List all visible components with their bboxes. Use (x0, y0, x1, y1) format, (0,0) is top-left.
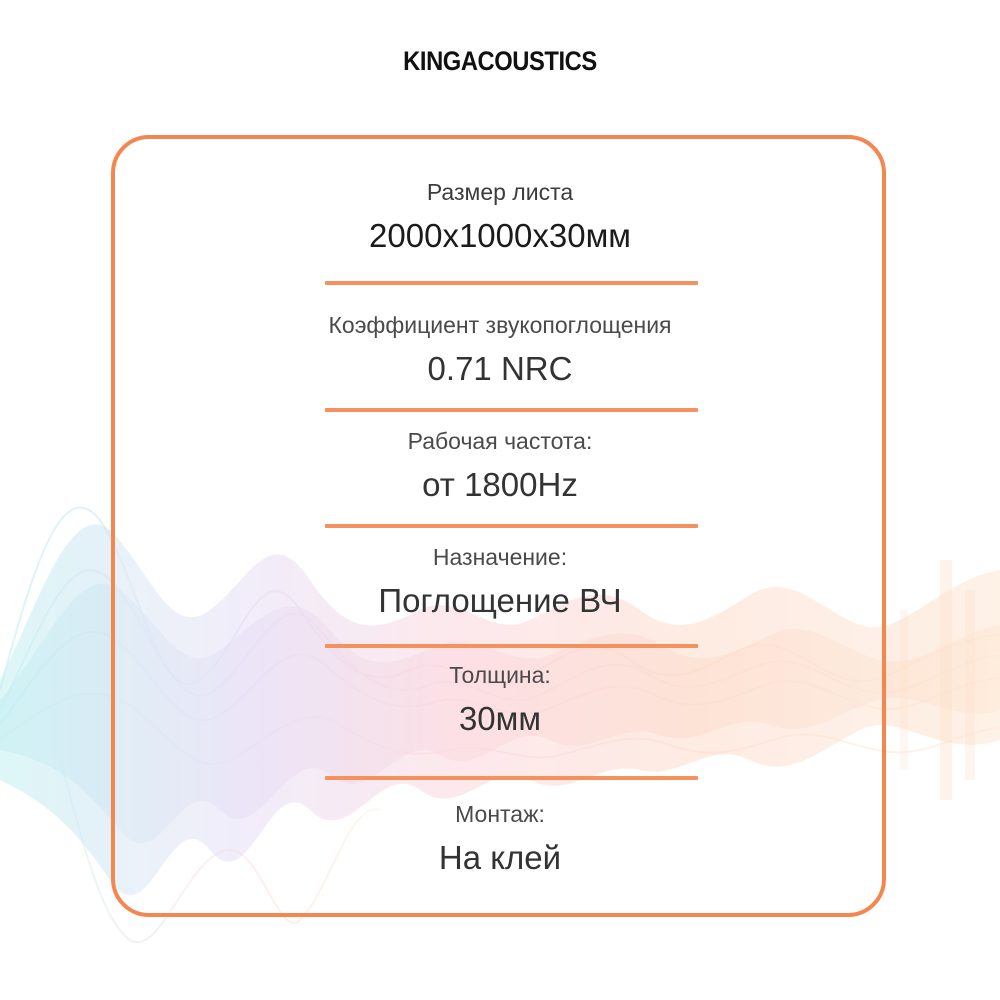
spec-label: Размер листа (426, 179, 574, 205)
spec-purpose (0, 546, 1000, 617)
spec-mounting (0, 803, 1000, 874)
spec-value: 30мм (458, 700, 542, 737)
spec-absorption-coefficient (0, 314, 1000, 385)
spec-label: Коэффициент звукопоглощения (328, 312, 672, 338)
divider (325, 644, 698, 648)
spec-label: Толщина: (449, 662, 551, 688)
divider (325, 408, 698, 412)
spec-thickness (0, 664, 1000, 735)
divider (325, 281, 698, 285)
spec-sheet-size (0, 181, 1000, 252)
brand-logo: KINGACOUSTICS (403, 46, 597, 76)
spec-value: от 1800Hz (422, 466, 578, 503)
spec-value: Поглощение ВЧ (378, 582, 622, 619)
spec-label: Рабочая частота: (407, 428, 593, 454)
spec-working-frequency (0, 430, 1000, 501)
spec-value: 0.71 NRC (427, 350, 573, 387)
spec-label: Монтаж: (455, 801, 545, 827)
spec-value: На клей (438, 839, 562, 876)
divider (325, 776, 698, 780)
spec-value: 2000x1000x30мм (369, 217, 631, 254)
spec-label: Назначение: (432, 544, 568, 570)
divider (325, 524, 698, 528)
